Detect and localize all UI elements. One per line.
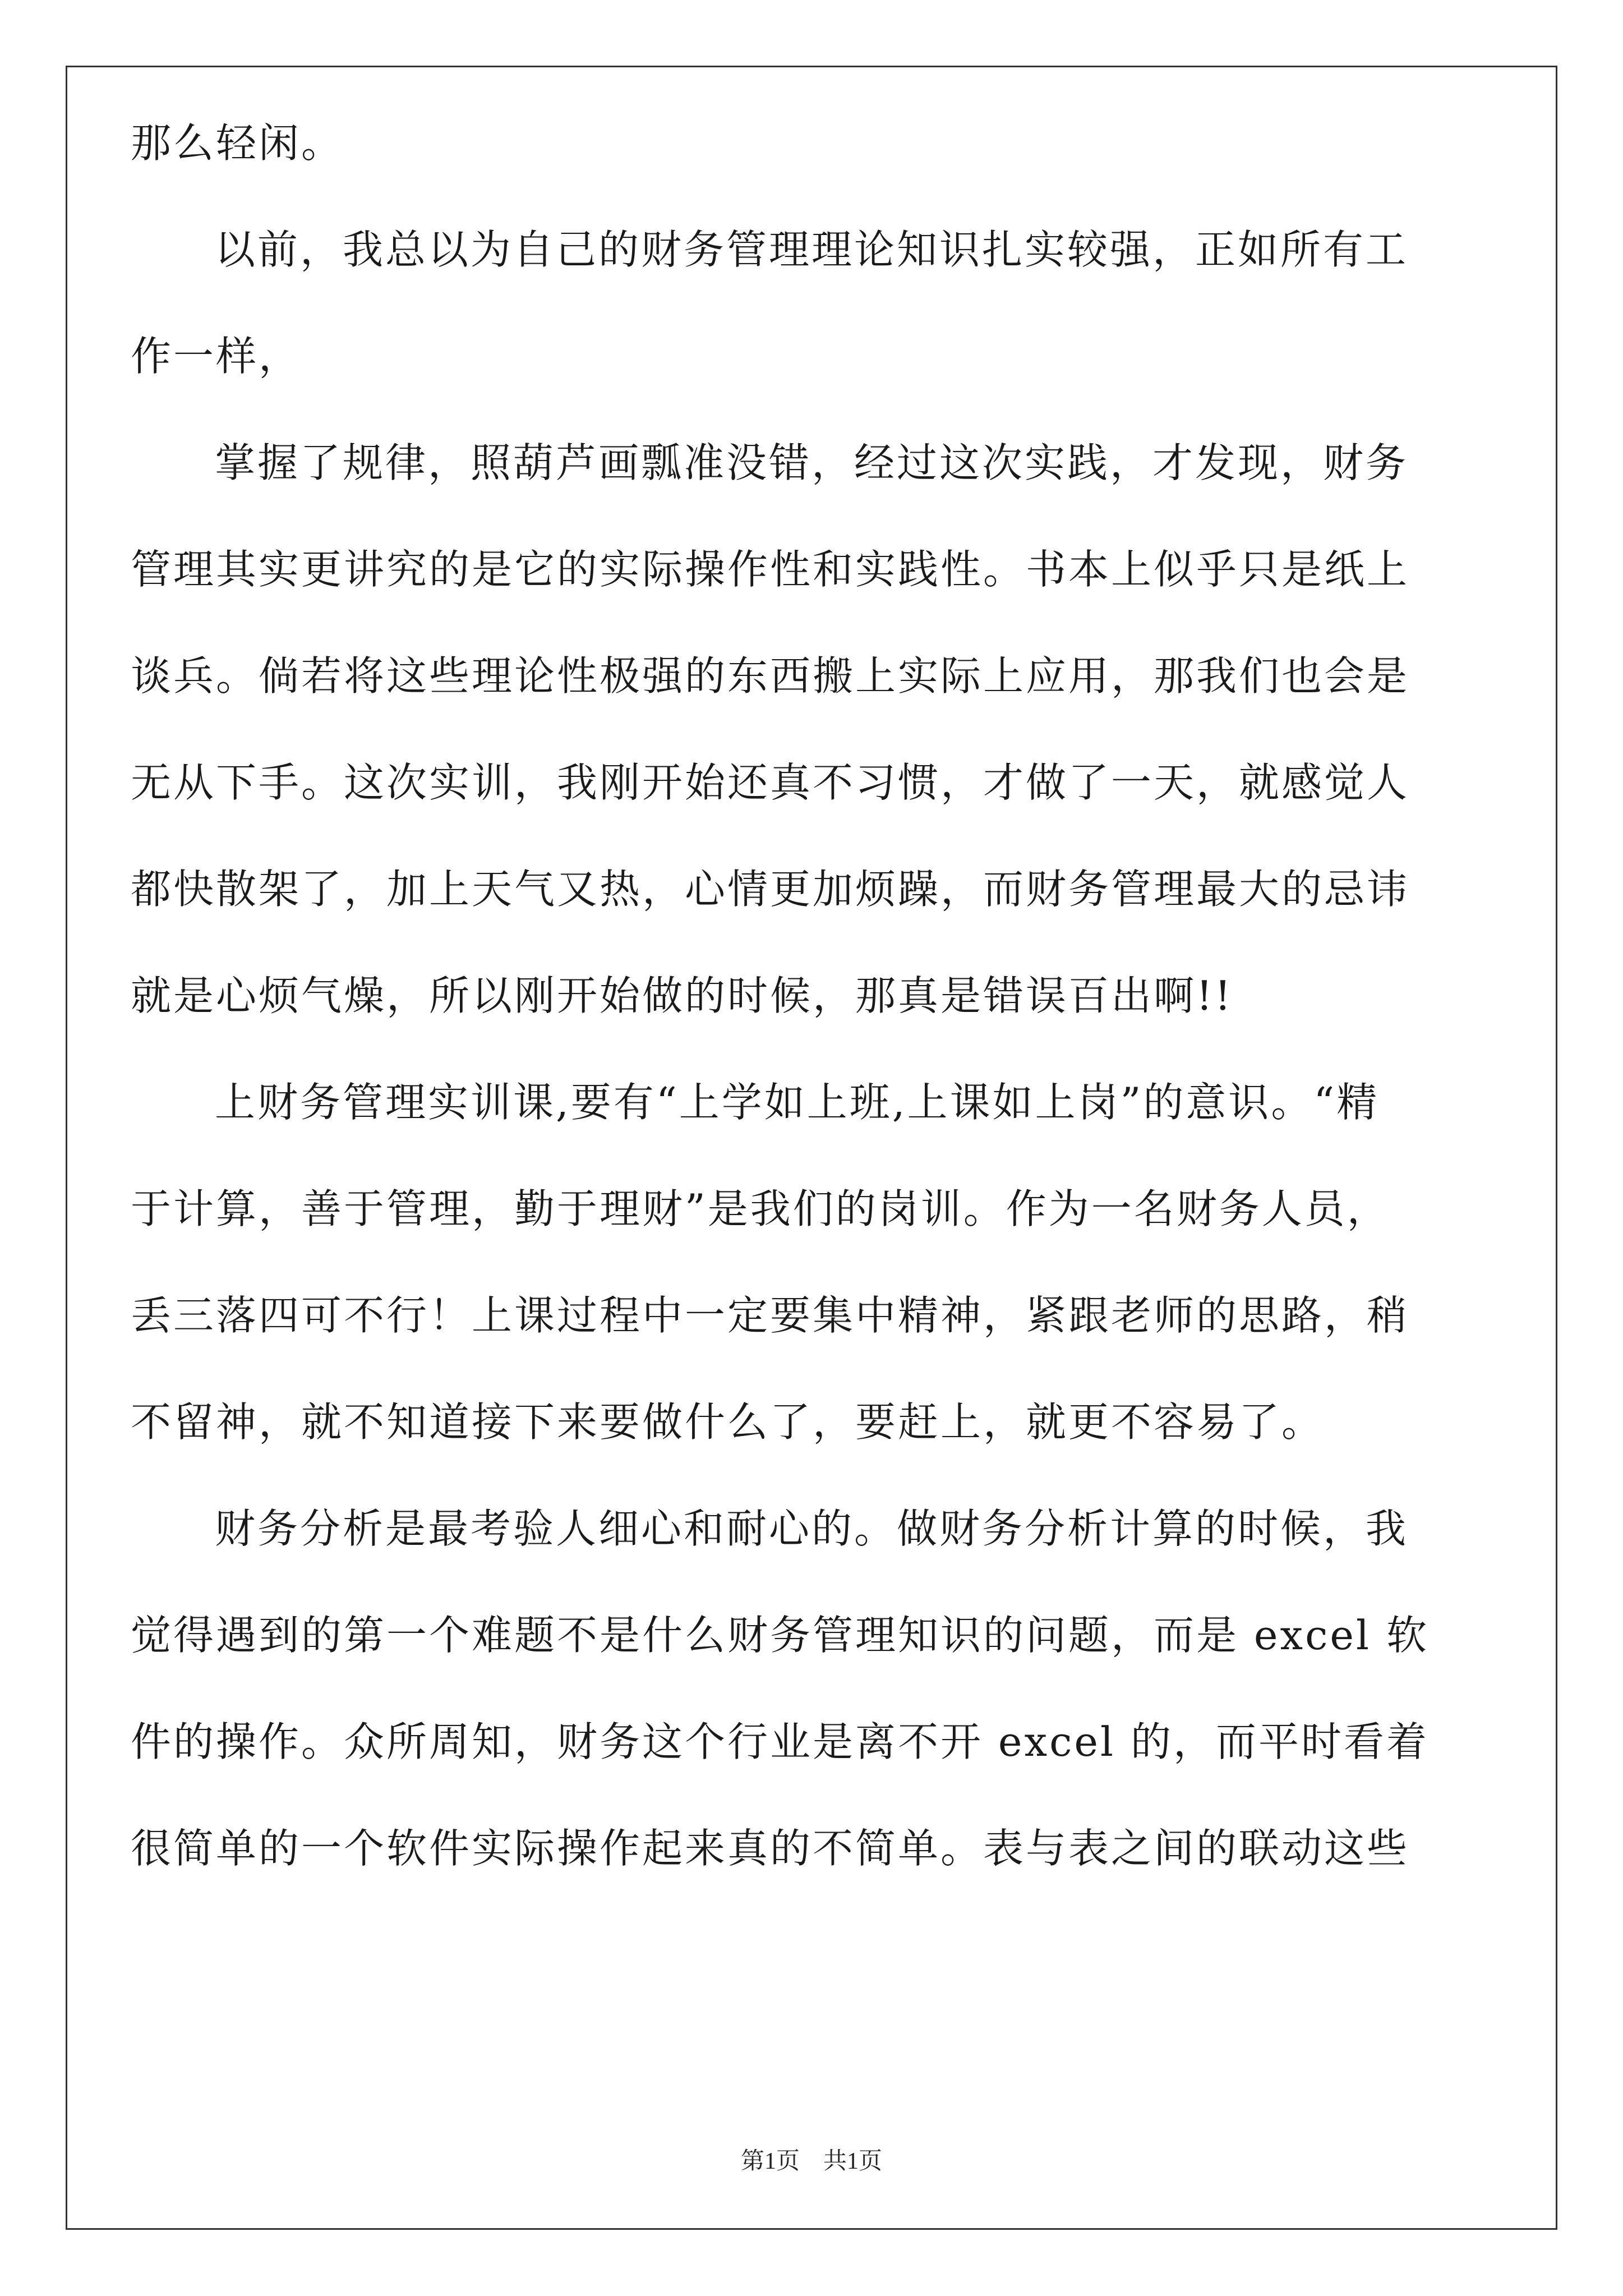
text-line: 很简单的一个软件实际操作起来真的不简单。表与表之间的联动这些 <box>131 1825 1410 1872</box>
text-line: 件的操作。众所周知，财务这个行业是离不开 excel 的，而平时看着 <box>131 1718 1429 1765</box>
text-line: 就是心烦气燥，所以刚开始做的时候，那真是错误百出啊!! <box>131 972 1233 1019</box>
text-line: 都快散架了，加上天气又热，心情更加烦躁，而财务管理最大的忌讳 <box>131 866 1410 913</box>
text-line: 于计算，善于管理，勤于理财”是我们的岗训。作为一名财务人员， <box>131 1185 1390 1232</box>
text-line: 觉得遇到的第一个难题不是什么财务管理知识的问题，而是 excel 软 <box>131 1612 1429 1659</box>
page-footer: 第1页 共1页 <box>740 2148 882 2174</box>
text-line: 不留神，就不知道接下来要做什么了，要赶上，就更不容易了。 <box>131 1398 1325 1446</box>
text-line: 谈兵。倘若将这些理论性极强的东西搬上实际上应用，那我们也会是 <box>131 652 1410 700</box>
page-border <box>66 66 1557 2230</box>
text-line: 财务分析是最考验人细心和耐心的。做财务分析计算的时候，我 <box>215 1505 1409 1552</box>
text-line: 作一样， <box>131 333 302 380</box>
text-line: 丢三落四可不行！上课过程中一定要集中精神，紧跟老师的思路，稍 <box>131 1292 1410 1339</box>
text-line: 掌握了规律，照葫芦画瓢准没错，经过这次实践，才发现，财务 <box>215 439 1409 486</box>
text-line: 那么轻闲。 <box>131 119 344 167</box>
text-line: 以前，我总以为自己的财务管理理论知识扎实较强，正如所有工 <box>215 226 1409 273</box>
text-line: 无从下手。这次实训，我刚开始还真不习惯，才做了一天，就感觉人 <box>131 759 1410 806</box>
text-line: 上财务管理实训课,要有“上学如上班,上课如上岗”的意识。“精 <box>215 1079 1380 1126</box>
text-line: 管理其实更讲究的是它的实际操作性和实践性。书本上似乎只是纸上 <box>131 546 1410 593</box>
